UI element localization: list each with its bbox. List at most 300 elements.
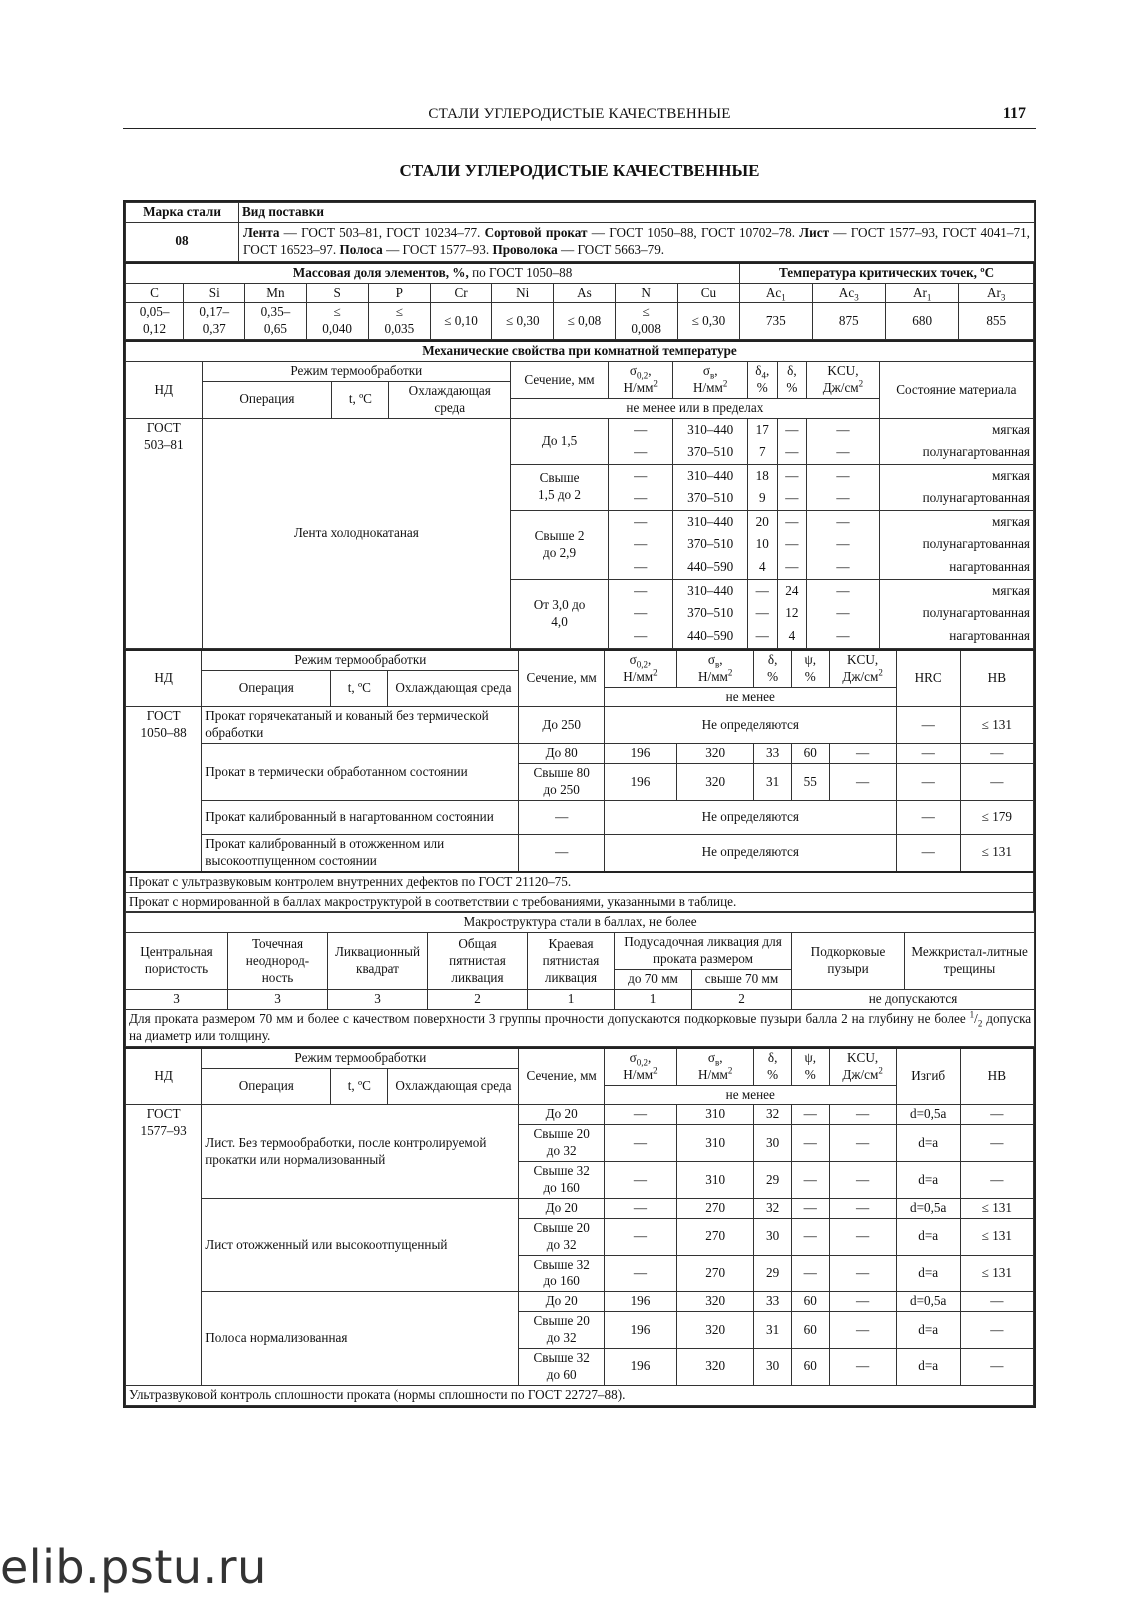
material-state: полунагартованная (879, 441, 1033, 464)
section-range: Свыше 80 до 250 (519, 764, 604, 801)
section-range: Свыше 20 до 32 (519, 1312, 604, 1349)
mech-value: — (807, 418, 880, 441)
mech-value: 320 (677, 1348, 754, 1385)
mech-value: — (829, 1125, 896, 1162)
material-state: мягкая (879, 464, 1033, 487)
mech-value: ≤ 131 (960, 1198, 1033, 1218)
element-symbol: Mn (245, 283, 306, 303)
section-range: До 250 (519, 707, 604, 744)
operation-name: Лента холоднокатаная (202, 418, 510, 648)
table-row (126, 834, 1034, 871)
column-header: НД (126, 650, 202, 707)
mech-value: — (960, 744, 1033, 764)
operation-name: Прокат калиброванный в отожженном или высокоотпущенном состоянии (202, 834, 519, 871)
column-header: Точечная неоднород-ность (228, 933, 328, 990)
element-value: ≤ 0,040 (306, 303, 368, 340)
mech-value: 17 (747, 418, 777, 441)
section-range: До 20 (519, 1198, 604, 1218)
grade-table (125, 202, 1035, 262)
mech-value: — (609, 441, 673, 464)
section-range: До 1,5 (511, 418, 609, 464)
column-header: $\sigma_{0,2}$, $Н/мм^2$ (609, 362, 673, 399)
standards-text: — ГОСТ 5663–79. (557, 241, 665, 257)
table-row (126, 1105, 1034, 1125)
column-header: $\delta_4$, % (747, 362, 777, 399)
mech-value: 31 (754, 764, 792, 801)
column-header: Сечение, мм (511, 362, 609, 399)
column-header: Операция (202, 1068, 331, 1105)
mech-value: 60 (791, 1292, 829, 1312)
column-header: HRC (896, 650, 960, 707)
mech-value: 32 (754, 1105, 792, 1125)
macro-note: Для проката размером 70 мм и более с качеством поверхности 3 группы прочности допускаются подкорковые пузыри балла 2 на глубину не более $^1/_2$ допуска на диаметр или толщину. (126, 1009, 1035, 1046)
mech-value: — (609, 533, 673, 556)
column-header: Операция (202, 670, 331, 707)
section-range: — (519, 834, 604, 871)
section-range: До 80 (519, 744, 604, 764)
column-header: Краевая пятнистая ликвация (528, 933, 615, 990)
section-range: До 20 (519, 1292, 604, 1312)
mech-value: — (829, 1348, 896, 1385)
macro-value: 2 (692, 990, 792, 1010)
mech-value: 9 (747, 487, 777, 510)
column-header: δ, % (777, 362, 807, 399)
mech-value: — (960, 764, 1033, 801)
mech-value: 60 (791, 744, 829, 764)
mech-value: 440–590 (673, 556, 748, 579)
mech-value: d=a (896, 1348, 960, 1385)
product-name: Лента (243, 224, 280, 240)
not-determined: Не определяются (604, 834, 896, 871)
column-header: Охлаждающая среда (389, 382, 511, 419)
column-header: Изгиб (896, 1048, 960, 1105)
mech-value: 370–510 (673, 533, 748, 556)
column-header: Сечение, мм (519, 650, 604, 707)
units-note: не менее (604, 1085, 896, 1105)
mech-value: — (791, 1105, 829, 1125)
product-name: Проволока (492, 241, 558, 257)
column-header: Сечение, мм (519, 1048, 604, 1105)
material-state: нагартованная (879, 556, 1033, 579)
section-range: От 3,0 до 4,0 (511, 579, 609, 648)
composition-table (125, 262, 1034, 341)
section-range: Свыше 1,5 до 2 (511, 464, 609, 510)
column-header: Центральная пористость (126, 933, 228, 990)
column-header: Операция (202, 382, 332, 419)
mech-value: 60 (791, 1312, 829, 1349)
column-header: $\sigma_в$, $Н/мм^2$ (677, 1048, 754, 1085)
critical-point-value: 855 (959, 303, 1034, 340)
mech-value: — (609, 464, 673, 487)
running-title: СТАЛИ УГЛЕРОДИСТЫЕ КАЧЕСТВЕННЫЕ (428, 106, 731, 122)
critical-point-symbol: $Ar_1$ (885, 283, 958, 303)
macro-value: не допускаются (792, 990, 1035, 1010)
column-header: HB (960, 650, 1033, 707)
mech-value: — (609, 510, 673, 533)
mech-value: — (960, 1348, 1033, 1385)
mech-value: d=a (896, 1218, 960, 1255)
critical-point-value: 680 (885, 303, 958, 340)
column-header: δ, % (754, 650, 792, 687)
mech-value: ≤ 131 (960, 1255, 1033, 1292)
mech-value: 29 (754, 1255, 792, 1292)
section-range: Свыше 32 до 160 (519, 1162, 604, 1199)
mech-value: d=0,5a (896, 1105, 960, 1125)
mech-value: — (960, 1125, 1033, 1162)
section-range: Свыше 32 до 60 (519, 1348, 604, 1385)
critical-point-value: 875 (812, 303, 885, 340)
mech-value: 196 (604, 744, 676, 764)
mech-value: 310–440 (673, 510, 748, 533)
section-range: Свыше 20 до 32 (519, 1125, 604, 1162)
mech-value: 30 (754, 1218, 792, 1255)
mech-value: 310 (677, 1162, 754, 1199)
table-row (126, 707, 1034, 744)
operation-name: Лист отожженный или высокоотпущенный (202, 1198, 519, 1291)
not-determined: Не определяются (604, 707, 896, 744)
column-header: Подусадочная ликвация для проката размером (615, 933, 792, 970)
composition-title (126, 263, 740, 283)
mech-value: 320 (677, 764, 754, 801)
mech-value: — (604, 1162, 676, 1199)
mech-value: — (609, 602, 673, 625)
mech-value: 440–590 (673, 625, 748, 648)
critical-point-symbol: $Ac_1$ (740, 283, 812, 303)
column-header: t, ºС (331, 670, 388, 707)
mech-value: — (807, 487, 880, 510)
mech-value: — (791, 1198, 829, 1218)
operation-name: Прокат горячекатаный и кованый без термической обработки (202, 707, 519, 744)
page-title: СТАЛИ УГЛЕРОДИСТЫЕ КАЧЕСТВЕННЫЕ (399, 161, 760, 180)
mech-table-gost-503 (125, 340, 1034, 649)
column-header: $\sigma_в$, $Н/мм^2$ (673, 362, 748, 399)
mech-value: — (829, 1105, 896, 1125)
mech-value: 30 (754, 1125, 792, 1162)
mech-value: 33 (754, 744, 792, 764)
column-header: Режим термообработки (202, 1048, 519, 1068)
section-range: Свыше 32 до 160 (519, 1255, 604, 1292)
mech-value: — (960, 1312, 1033, 1349)
mech-value: d=a (896, 1255, 960, 1292)
element-value: ≤ 0,30 (492, 303, 554, 340)
operation-name: Полоса нормализованная (202, 1292, 519, 1385)
mech-value: 55 (791, 764, 829, 801)
mech-value: — (777, 510, 807, 533)
element-value: ≤ 0,08 (554, 303, 615, 340)
column-header: KCU, $Дж/см^2$ (829, 650, 896, 687)
column-header: Режим термообработки (202, 362, 510, 382)
column-header: Состояние материала (879, 362, 1033, 419)
units-note: не менее или в пределах (511, 398, 880, 418)
standards-text: — ГОСТ 503–81, ГОСТ 10234–77. (279, 224, 485, 240)
product-name: Лист (799, 224, 830, 240)
operation-name: Прокат калиброванный в нагартованном состоянии (202, 800, 519, 834)
mech-value: — (960, 1292, 1033, 1312)
product-name: Полоса (339, 241, 383, 257)
mech-value: 33 (754, 1292, 792, 1312)
mech-value: 196 (604, 1292, 676, 1312)
mech-value: 31 (754, 1312, 792, 1349)
column-header: t, ºС (332, 382, 389, 419)
mech-value: d=a (896, 1162, 960, 1199)
element-symbol: Cr (430, 283, 491, 303)
mech-value: 4 (777, 625, 807, 648)
mech-value: 310–440 (673, 418, 748, 441)
mech-value: — (777, 533, 807, 556)
mech-value: 32 (754, 1198, 792, 1218)
mech-value: — (604, 1255, 676, 1292)
material-state: мягкая (879, 510, 1033, 533)
column-header: δ, % (754, 1048, 792, 1085)
standard-ref: ГОСТ 503–81 (126, 418, 203, 648)
critical-point-symbol: $Ar_3$ (959, 283, 1034, 303)
mech-value: — (747, 625, 777, 648)
element-symbol: Si (184, 283, 245, 303)
mech-value: — (829, 1312, 896, 1349)
mech-value: — (807, 579, 880, 602)
macro-value: 2 (428, 990, 528, 1010)
element-value: 0,05– 0,12 (126, 303, 184, 340)
mech-value: 320 (677, 744, 754, 764)
grade-label: Марка стали (126, 203, 239, 223)
mech-value: 4 (747, 556, 777, 579)
macro-value: 3 (228, 990, 328, 1010)
standards-text: — ГОСТ 1577–93. (382, 241, 493, 257)
macro-title: Макроструктура стали в баллах, не более (126, 913, 1035, 933)
product-name: Сортовой прокат (484, 224, 588, 240)
mech-value: 370–510 (673, 602, 748, 625)
mech-value: — (807, 602, 880, 625)
element-value: 0,17– 0,37 (184, 303, 245, 340)
mech-value: — (604, 1105, 676, 1125)
mech-value: — (807, 533, 880, 556)
mech-title: Механические свойства при комнатной температуре (126, 341, 1034, 361)
column-header: Межкристал-литные трещины (905, 933, 1035, 990)
section-range: Свыше 2 до 2,9 (511, 510, 609, 579)
column-header: до 70 мм (615, 970, 692, 990)
macro-value: 3 (126, 990, 228, 1010)
table-row (126, 418, 1034, 441)
mech-value: 310–440 (673, 579, 748, 602)
note-ultrasonic: Прокат с ультразвуковым контролем внутренних дефектов по ГОСТ 21120–75. (126, 872, 1034, 892)
element-symbol: Ni (492, 283, 554, 303)
watermark: elib.pstu.ru (0, 1540, 267, 1594)
material-state: полунагартованная (879, 533, 1033, 556)
column-header: Охлаждающая среда (388, 670, 519, 707)
mech-table-gost-1577 (125, 1047, 1034, 1406)
macro-value: 1 (615, 990, 692, 1010)
mech-value: — (829, 1292, 896, 1312)
note-ultrasonic-continuity: Ультразвуковой контроль сплошности проката (нормы сплошности по ГОСТ 22727–88). (126, 1385, 1034, 1405)
mech-value: 310–440 (673, 464, 748, 487)
operation-name: Лист. Без термообработки, после контролируемой прокатки или нормализованный (202, 1105, 519, 1198)
section-range: До 20 (519, 1105, 604, 1125)
supply-label: Вид поставки (239, 203, 1035, 223)
mech-value: d=0,5a (896, 1292, 960, 1312)
column-header: $\sigma_в$, $Н/мм^2$ (677, 650, 754, 687)
column-header: ψ, % (791, 650, 829, 687)
standards-text: — ГОСТ 1050–88, ГОСТ 10702–78. (587, 224, 800, 240)
composition-title-bold: Массовая доля элементов, %, (292, 264, 469, 280)
mech-value: — (829, 1198, 896, 1218)
column-header: $\sigma_{0,2}$, $Н/мм^2$ (604, 650, 676, 687)
standard-ref: ГОСТ 1050–88 (126, 707, 202, 872)
mech-value: — (609, 625, 673, 648)
column-header: KCU, $Дж/см^2$ (807, 362, 880, 399)
running-header (123, 104, 1036, 129)
composition-title-standard: по ГОСТ 1050–88 (468, 264, 573, 280)
mech-value: — (896, 744, 960, 764)
element-value: ≤ 0,008 (615, 303, 677, 340)
mech-value: — (960, 1162, 1033, 1199)
mech-value: — (604, 1125, 676, 1162)
mech-value: — (747, 579, 777, 602)
table-row (126, 1198, 1034, 1218)
mech-value: d=a (896, 1125, 960, 1162)
mech-value: — (791, 1218, 829, 1255)
column-header: ψ, % (791, 1048, 829, 1085)
mech-value: — (960, 1105, 1033, 1125)
column-header: Режим термообработки (202, 650, 519, 670)
mech-value: 270 (677, 1255, 754, 1292)
mech-value: — (807, 464, 880, 487)
column-header: t, ºС (331, 1068, 388, 1105)
element-value: ≤ 0,30 (677, 303, 739, 340)
material-state: нагартованная (879, 625, 1033, 648)
mech-value: — (791, 1162, 829, 1199)
mech-value: — (791, 1255, 829, 1292)
mech-value: 30 (754, 1348, 792, 1385)
macrostructure-table (125, 912, 1035, 1046)
mech-value: — (747, 602, 777, 625)
macro-value: 1 (528, 990, 615, 1010)
steel-datasheet (123, 200, 1036, 1408)
mech-value: — (807, 625, 880, 648)
section-range: — (519, 800, 604, 834)
mech-value: 29 (754, 1162, 792, 1199)
standard-ref: ГОСТ 1577–93 (126, 1105, 202, 1385)
mech-value: — (896, 707, 960, 744)
element-symbol: Cu (677, 283, 739, 303)
mech-value: 310 (677, 1105, 754, 1125)
table-row (126, 800, 1034, 834)
mech-value: — (896, 764, 960, 801)
column-header: KCU, $Дж/см^2$ (829, 1048, 896, 1085)
mech-value: 320 (677, 1312, 754, 1349)
supply-forms (239, 222, 1035, 261)
mech-value: — (777, 418, 807, 441)
column-header: свыше 70 мм (692, 970, 792, 990)
note-macrostructure: Прокат с нормированной в баллах макроструктурой в соответствии с требованиями, указанными в таблице. (126, 892, 1034, 912)
mech-value: 320 (677, 1292, 754, 1312)
mech-value: — (829, 1218, 896, 1255)
mech-value: 20 (747, 510, 777, 533)
mech-value: 18 (747, 464, 777, 487)
column-header: Ликвационный квадрат (328, 933, 428, 990)
mech-value: 310 (677, 1125, 754, 1162)
grade-value: 08 (126, 222, 239, 261)
operation-name: Прокат в термически обработанном состоянии (202, 744, 519, 801)
mech-value: 10 (747, 533, 777, 556)
element-symbol: S (306, 283, 368, 303)
mech-value: — (604, 1218, 676, 1255)
mech-value: 60 (791, 1348, 829, 1385)
mech-value: ≤ 179 (960, 800, 1033, 834)
mech-value: ≤ 131 (960, 707, 1033, 744)
column-header: HB (960, 1048, 1033, 1105)
critical-points-title: Температура критических точек, ºС (740, 263, 1034, 283)
mech-value: ≤ 131 (960, 834, 1033, 871)
table-row (126, 744, 1034, 764)
mech-value: ≤ 131 (960, 1218, 1033, 1255)
mech-value: 270 (677, 1198, 754, 1218)
units-note: не менее (604, 687, 896, 707)
mech-value: — (777, 441, 807, 464)
mech-value: 12 (777, 602, 807, 625)
material-state: полунагартованная (879, 602, 1033, 625)
mech-value: — (896, 834, 960, 871)
section-range: Свыше 20 до 32 (519, 1218, 604, 1255)
mech-table-gost-1050 (125, 649, 1034, 913)
mech-value: — (604, 1198, 676, 1218)
table-row (126, 1292, 1034, 1312)
mech-value: — (829, 1162, 896, 1199)
mech-value: — (777, 487, 807, 510)
critical-point-value: 735 (740, 303, 812, 340)
material-state: мягкая (879, 418, 1033, 441)
mech-value: 24 (777, 579, 807, 602)
mech-value: — (829, 744, 896, 764)
mech-value: — (777, 556, 807, 579)
mech-value: d=0,5a (896, 1198, 960, 1218)
column-header: НД (126, 362, 203, 419)
element-symbol: As (554, 283, 615, 303)
mech-value: 7 (747, 441, 777, 464)
macro-value: 3 (328, 990, 428, 1010)
page-number: 117 (1002, 105, 1026, 122)
mech-value: — (609, 487, 673, 510)
not-determined: Не определяются (604, 800, 896, 834)
material-state: полунагартованная (879, 487, 1033, 510)
mech-value: 196 (604, 764, 676, 801)
mech-value: 370–510 (673, 487, 748, 510)
element-symbol: P (368, 283, 430, 303)
mech-value: — (777, 464, 807, 487)
element-value: 0,35– 0,65 (245, 303, 306, 340)
column-header: Охлаждающая среда (388, 1068, 519, 1105)
mech-value: d=a (896, 1312, 960, 1349)
element-value: ≤ 0,035 (368, 303, 430, 340)
mech-value: — (807, 510, 880, 533)
mech-value: — (609, 579, 673, 602)
element-symbol: C (126, 283, 184, 303)
mech-value: 270 (677, 1218, 754, 1255)
mech-value: — (807, 441, 880, 464)
critical-point-symbol: $Ac_3$ (812, 283, 885, 303)
mech-value: — (609, 418, 673, 441)
mech-value: — (609, 556, 673, 579)
mech-value: — (807, 556, 880, 579)
element-symbol: N (615, 283, 677, 303)
mech-value: — (791, 1125, 829, 1162)
mech-value: — (896, 800, 960, 834)
standards-text: — ГОСТ 1577–93, ГОСТ 4041–71, ГОСТ 16523–97. (243, 224, 1030, 257)
mech-value: 196 (604, 1348, 676, 1385)
mech-value: — (829, 764, 896, 801)
mech-value: — (829, 1255, 896, 1292)
column-header: НД (126, 1048, 202, 1105)
mech-value: 370–510 (673, 441, 748, 464)
